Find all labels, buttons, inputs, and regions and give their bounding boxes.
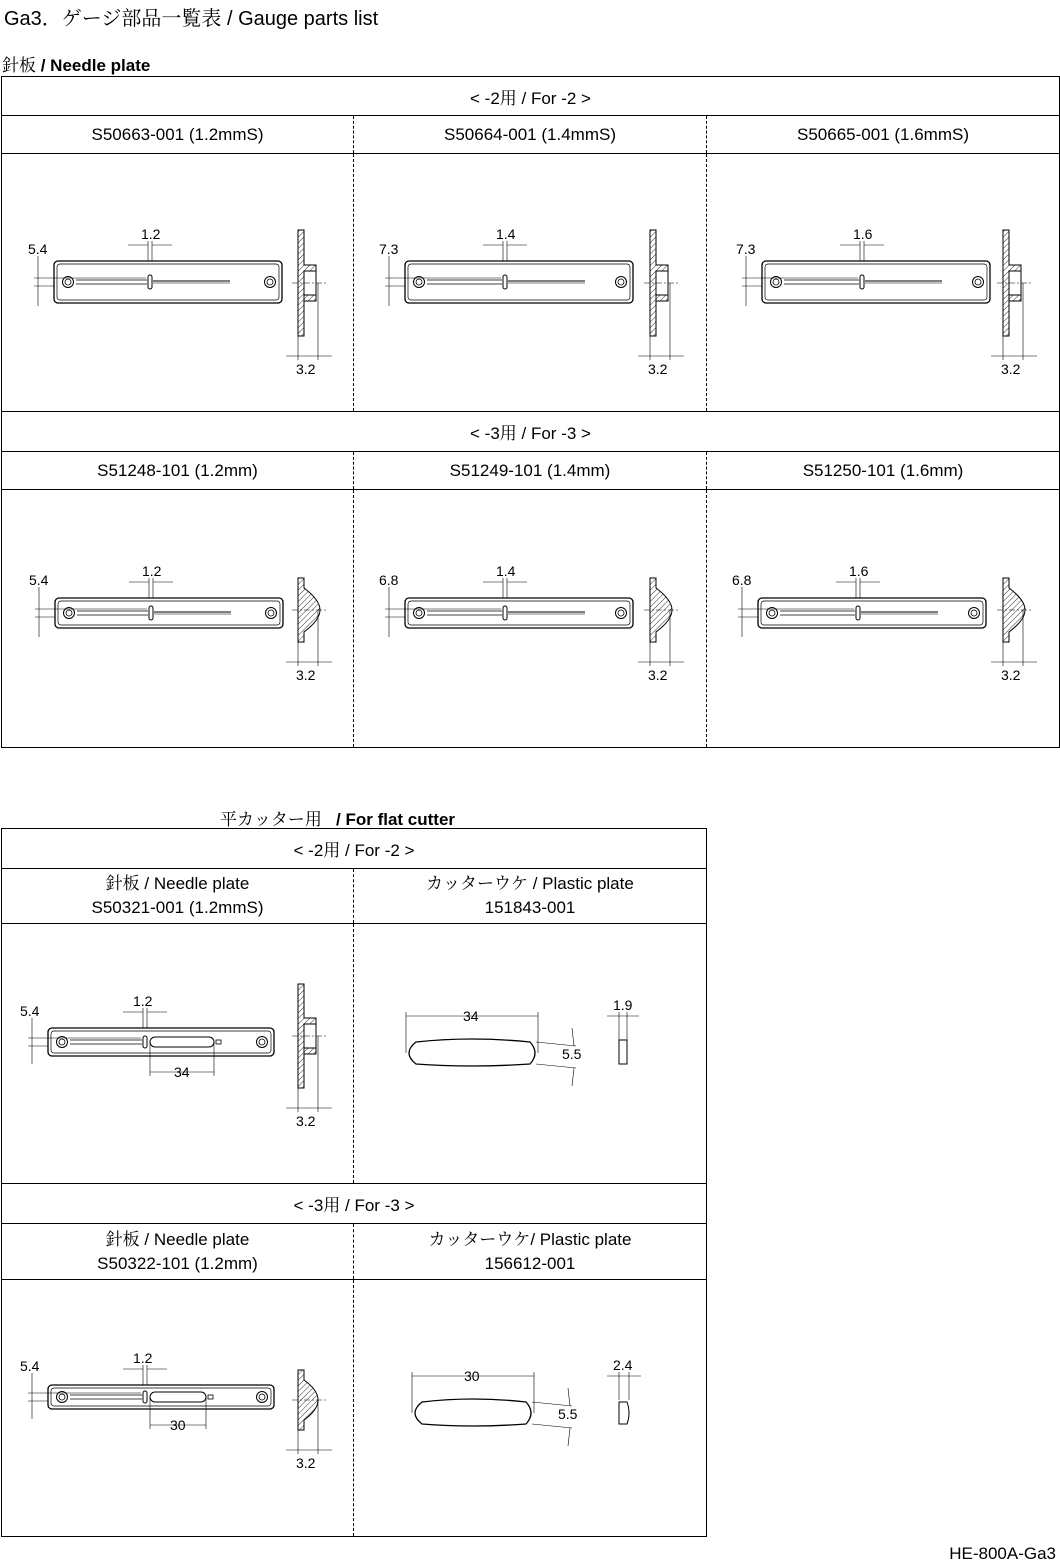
plate-outline <box>54 261 282 303</box>
plastic-plate-side <box>619 1402 629 1424</box>
part-drawing-cell <box>2 1280 354 1537</box>
screw-hole <box>969 608 980 619</box>
needle-hole <box>149 606 153 620</box>
part-drawing-cell <box>2 490 354 748</box>
section-heading-en: / Needle plate <box>40 56 151 75</box>
plastic-plate-outline <box>409 1039 535 1066</box>
dimension-slot: 1.2 <box>133 993 153 1009</box>
section-heading-jp: 針板 <box>2 56 36 75</box>
screw-hole-inner <box>259 1039 265 1045</box>
dimension-length: 34 <box>463 1008 479 1024</box>
dimension-length: 34 <box>174 1064 190 1080</box>
screw-hole <box>265 277 276 288</box>
plastic-plate-label: カッターウケ / Plastic plate <box>426 874 634 893</box>
plate-inner-edge <box>57 264 279 300</box>
side-profile <box>1009 295 1021 301</box>
part-drawing-cell <box>354 924 707 1184</box>
part-code: S51248-101 (1.2mm) <box>2 452 354 490</box>
screw-hole-inner <box>618 610 624 616</box>
dimension-line <box>568 1388 570 1406</box>
cutter-slot <box>150 1392 206 1402</box>
needle-plate-label-cell <box>2 1224 354 1280</box>
screw-hole <box>257 1037 268 1048</box>
plastic-plate-code: 151843-001 <box>484 898 576 917</box>
dimension-slot: 1.6 <box>849 563 869 579</box>
extension-line <box>536 1064 576 1068</box>
needle-plate-drawing <box>2 154 354 411</box>
dimension-left: 5.4 <box>29 572 49 588</box>
plate-inner-edge <box>408 264 630 300</box>
dimension-line <box>572 1068 574 1086</box>
plate-inner-edge <box>51 1388 271 1406</box>
plate-inner-edge <box>51 1031 271 1053</box>
plastic-plate-label: カッターウケ/ Plastic plate <box>428 1229 632 1249</box>
needle-plate-drawing <box>354 154 707 411</box>
screw-hole-inner <box>975 279 981 285</box>
part-code: S50663-001 (1.2mmS) <box>2 116 354 154</box>
dimension-side: 3.2 <box>1001 361 1021 377</box>
needle-plate-drawing <box>354 490 707 747</box>
dimension-line <box>572 1028 574 1046</box>
screw-hole-inner <box>268 610 274 616</box>
needle-plate-drawing <box>707 154 1060 411</box>
screw-hole-inner <box>416 610 422 616</box>
needle-plate-label: 針板 / Needle plate <box>105 874 250 893</box>
group-header: < -3用 / For -3 > <box>2 1184 707 1224</box>
plate-inner-edge <box>58 601 280 625</box>
flat-cutter-table <box>1 828 707 1537</box>
dimension-side: 3.2 <box>296 1113 316 1129</box>
part-drawing-cell <box>354 490 707 748</box>
screw-hole-inner <box>259 1394 265 1400</box>
screw-hole-inner <box>769 610 775 616</box>
screw-hole <box>266 608 277 619</box>
dimension-left: 5.4 <box>28 241 48 257</box>
plastic-plate-code: 156612-001 <box>484 1253 576 1273</box>
side-profile <box>304 1048 316 1054</box>
dimension-side: 3.2 <box>1001 667 1021 683</box>
group-header: < -2用 / For -2 > <box>2 77 1060 116</box>
group-header: < -3用 / For -3 > <box>2 412 1060 452</box>
plate-outline <box>758 598 986 628</box>
screw-hole-inner <box>66 610 72 616</box>
screw-hole <box>257 1392 268 1403</box>
plastic-plate-label-cell <box>354 869 707 924</box>
screw-hole <box>616 277 627 288</box>
dimension-line <box>568 1428 570 1446</box>
plastic-plate-side <box>619 1040 627 1064</box>
part-drawing-cell <box>354 154 707 412</box>
dimension-slot: 1.2 <box>133 1350 153 1366</box>
needle-hole <box>856 606 860 620</box>
dimension-left: 5.4 <box>20 1003 40 1019</box>
part-code: S51249-101 (1.4mm) <box>354 452 707 490</box>
needle-plate-label: 針板 / Needle plate <box>105 1229 250 1249</box>
part-code: S51250-101 (1.6mm) <box>707 452 1060 490</box>
needle-hole <box>143 1036 147 1048</box>
dimension-left: 6.8 <box>379 572 399 588</box>
dimension-width: 1.9 <box>613 997 633 1013</box>
part-drawing-cell <box>707 490 1060 748</box>
dimension-length: 30 <box>464 1368 480 1384</box>
dimension-length: 30 <box>170 1417 186 1433</box>
dimension-slot: 1.4 <box>496 226 516 242</box>
dimension-slot: 1.6 <box>853 226 873 242</box>
plastic-plate-outline <box>415 1399 531 1426</box>
cutter-notch <box>216 1040 221 1044</box>
dimension-slot: 1.4 <box>496 563 516 579</box>
dimension-side: 3.2 <box>648 667 668 683</box>
dimension-slot: 1.2 <box>142 563 162 579</box>
screw-hole-inner <box>59 1039 65 1045</box>
needle-plate-table <box>1 76 1060 748</box>
plastic-plate-drawing <box>354 924 707 1183</box>
part-drawing-cell <box>707 154 1060 412</box>
needle-plate-code: S50322-101 (1.2mm) <box>97 1253 258 1273</box>
dimension-slot: 1.2 <box>141 226 161 242</box>
screw-hole-inner <box>416 279 422 285</box>
part-code: S50664-001 (1.4mmS) <box>354 116 707 154</box>
needle-plate-drawing <box>707 490 1060 747</box>
screw-hole-inner <box>618 279 624 285</box>
screw-hole <box>616 608 627 619</box>
extension-line <box>532 1424 572 1428</box>
needle-plate-drawing <box>2 1280 354 1536</box>
plate-outline <box>762 261 990 303</box>
section-heading-jp: 平カッター用 <box>220 810 322 829</box>
screw-hole <box>973 277 984 288</box>
section-heading-flat-cutter <box>220 805 455 830</box>
needle-plate-drawing <box>2 490 354 747</box>
section-heading-en: / For flat cutter <box>336 810 456 829</box>
cutter-slot <box>150 1037 214 1047</box>
needle-hole <box>148 275 152 289</box>
needle-plate-label-cell <box>2 869 354 924</box>
needle-plate-drawing <box>2 924 354 1183</box>
dimension-left: 5.4 <box>20 1358 40 1374</box>
dimension-height: 5.5 <box>562 1046 582 1062</box>
side-profile <box>304 295 316 301</box>
screw-hole-inner <box>267 279 273 285</box>
plate-inner-edge <box>765 264 987 300</box>
screw-hole-inner <box>971 610 977 616</box>
plastic-plate-drawing <box>354 1280 707 1536</box>
dimension-side: 3.2 <box>296 667 316 683</box>
dimension-side: 3.2 <box>296 361 316 377</box>
dimension-left: 7.3 <box>736 241 756 257</box>
section-heading-needle-plate <box>2 51 150 76</box>
needle-hole <box>503 275 507 289</box>
part-drawing-cell <box>2 154 354 412</box>
needle-hole <box>503 606 507 620</box>
needle-hole <box>860 275 864 289</box>
screw-hole-inner <box>65 279 71 285</box>
plate-outline <box>405 261 633 303</box>
plate-outline <box>48 1028 274 1056</box>
needle-plate-code: S50321-001 (1.2mmS) <box>91 898 264 917</box>
part-code: S50665-001 (1.6mmS) <box>707 116 1060 154</box>
plate-inner-edge <box>408 601 630 625</box>
dimension-width: 2.4 <box>613 1357 633 1373</box>
document-code: HE-800A-Ga3 <box>949 1544 1056 1563</box>
part-drawing-cell <box>2 924 354 1184</box>
group-header: < -2用 / For -2 > <box>2 829 707 869</box>
dimension-left: 6.8 <box>732 572 752 588</box>
part-drawing-cell <box>354 1280 707 1537</box>
plate-outline <box>405 598 633 628</box>
dimension-left: 7.3 <box>379 241 399 257</box>
plate-outline <box>48 1385 274 1409</box>
dimension-side: 3.2 <box>296 1455 316 1471</box>
cutter-notch <box>208 1395 213 1399</box>
needle-hole <box>143 1391 147 1403</box>
dimension-height: 5.5 <box>558 1406 578 1422</box>
plate-outline <box>55 598 283 628</box>
screw-hole-inner <box>773 279 779 285</box>
side-profile <box>656 295 668 301</box>
screw-hole-inner <box>59 1394 65 1400</box>
plate-inner-edge <box>761 601 983 625</box>
plastic-plate-label-cell <box>354 1224 707 1280</box>
page-title: Ga3．ゲージ部品一覧表 / Gauge parts list <box>4 8 379 30</box>
dimension-side: 3.2 <box>648 361 668 377</box>
